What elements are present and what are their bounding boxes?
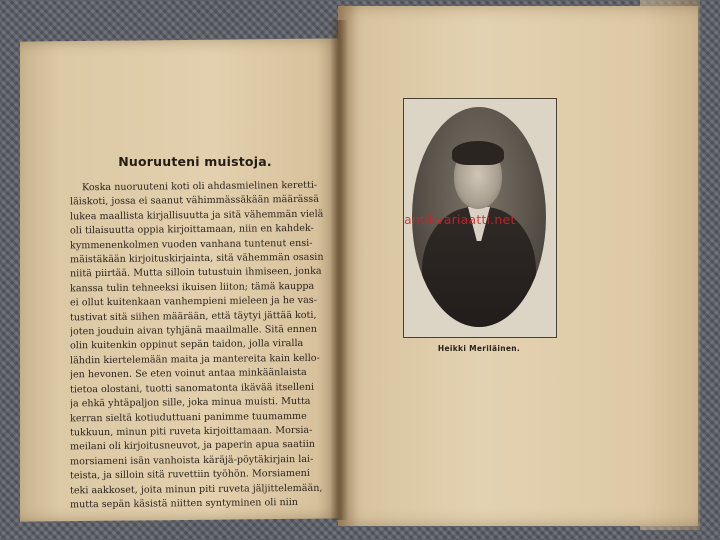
text-line: tustivat sitä siihen määrään, että täytyi jättää koti, [70, 309, 317, 324]
chapter-title: Nuoruuteni muistoja. [118, 154, 272, 169]
text-line: lähdin kiertelemään maita ja mantereita kain kello- [70, 352, 320, 367]
text-line: lukea maallista kirjallisuutta ja sitä vähemmän vielä [70, 208, 324, 223]
watermark-text: antikvariaatti.net [404, 212, 516, 227]
text-line: meilani oli kirjoitusneuvot, ja paperin apua saatiin [70, 439, 315, 453]
book-spine [330, 20, 348, 520]
text-line: morsiameni isän vanhoista käräjä-pöytäkirjain lai- [70, 453, 314, 468]
text-line: olin kuitenkin oppinut sepän taidon, jolla viralla [70, 338, 304, 352]
text-line: teista, ja silloin sitä ruvettiin työhön. Morsiameni [70, 467, 310, 482]
text-line: tietoa olostani, tuotti sanomatonta ikävää itselleni [70, 381, 315, 396]
text-line: kanssa tulin tehneeksi ikuisen liiton; tämä kauppa [70, 280, 315, 295]
text-line: joten jouduin aivan tyhjänä maailmalle. Sitä ennen [70, 323, 317, 338]
text-line: jen hevonen. Se eten voinut antaa minkäänlaista [70, 367, 307, 381]
text-line: läiskoti, jossa ei saanut vähimmässäkään määrässä [70, 194, 319, 208]
photo-caption: Heikki Meriläinen. [437, 344, 521, 353]
text-line: mutta sepän käsistä niitten syntyminen oli niin [70, 496, 298, 511]
text-line: tukkuun, minun piti ruveta kirjoittamaan. Morsia- [70, 424, 313, 439]
text-line: ei ollut kuitenkaan vanhempieni mieleen ja he vas- [70, 295, 317, 309]
text-line: niitä piirtää. Mutta silloin tutustuin ihmiseen, jonka [70, 266, 322, 280]
text-line: mäistäkään kirjoituskirjainta, sitä vähemmän osasin [70, 251, 324, 266]
text-line: teki aakkoset, joita minun piti ruveta jäljittelemään, [70, 482, 323, 496]
body-text [70, 179, 332, 513]
text-line: oli tilaisuutta oppia kirjoittamaan, niin en kahdek- [70, 223, 314, 237]
text-line: Koska nuoruuteni koti oli ahdasmielinen keretti- [82, 179, 318, 194]
text-line: kerran sieltä kotiuduttuani panimme tuumamme [70, 410, 307, 424]
text-line: ja ehkä yhtäpaljon sille, joka minua muisti. Mutta [70, 395, 311, 410]
portrait-hair [452, 141, 504, 165]
text-line: kymmenenkolmen vuoden vanhana tuntenut ensi- [70, 237, 313, 251]
